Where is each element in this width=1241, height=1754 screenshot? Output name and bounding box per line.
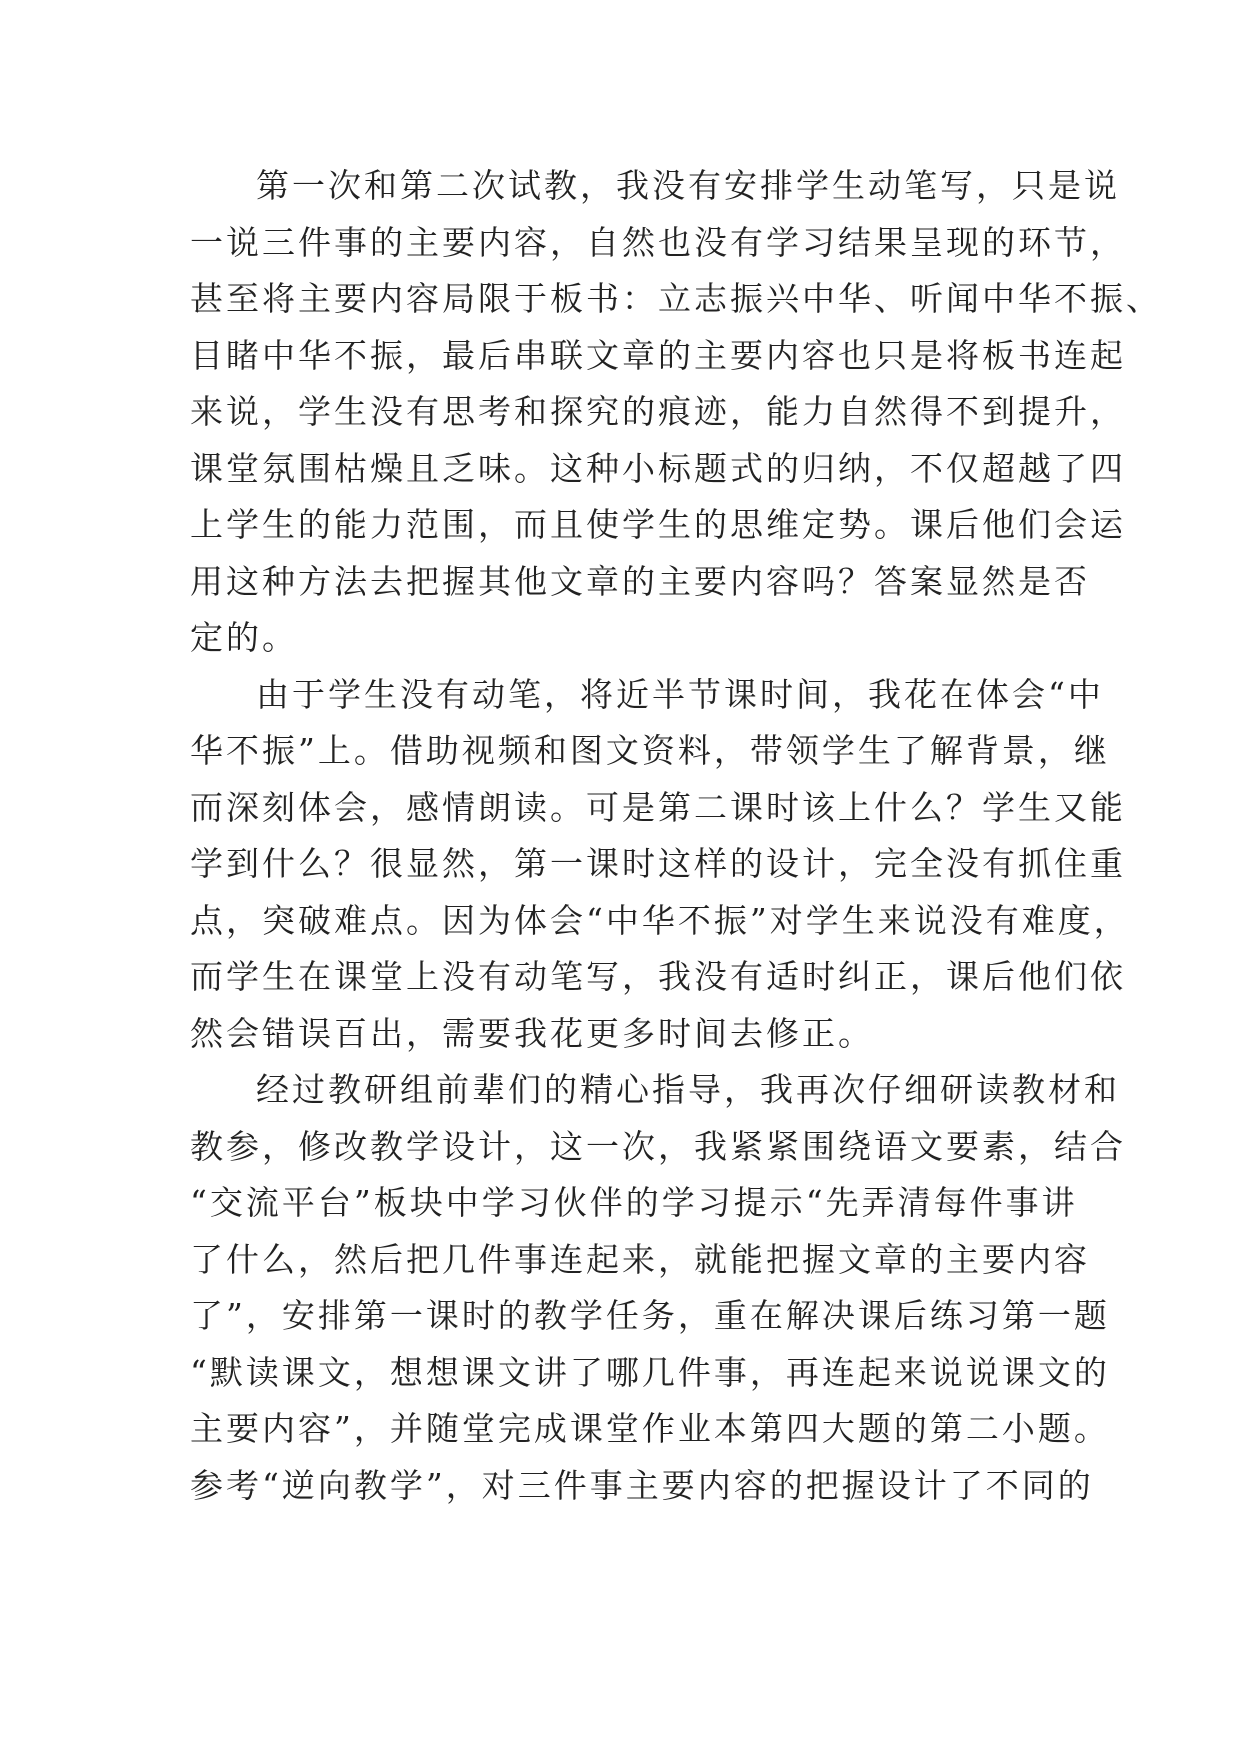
text-line: 了什么，然后把几件事连起来，就能把握文章的主要内容 [190, 1239, 1090, 1279]
text-line: 定的。 [190, 618, 298, 657]
text-line: 经过教研组前辈们的精心指导，我再次仔细研读教材和 [256, 1070, 1120, 1109]
text-line: 一说三件事的主要内容，自然也没有学习结果呈现的环节， [190, 222, 1126, 262]
text-line: 第一次和第二次试教，我没有安排学生动笔写，只是说 [256, 166, 1120, 205]
text-line: 教参，修改教学设计，这一次，我紧紧围绕语文要素，结合 [190, 1126, 1126, 1166]
text-line: 主要内容”，并随堂完成课堂作业本第四大题的第二小题。 [190, 1409, 1110, 1448]
text-line: 由于学生没有动笔，将近半节课时间，我花在体会“中 [256, 674, 1104, 714]
text-line: 学到什么？很显然，第一课时这样的设计，完全没有抓住重 [190, 844, 1126, 883]
text-line: 甚至将主要内容局限于板书：立志振兴中华、听闻中华不振、 [190, 279, 1162, 318]
text-line: 然会错误百出，需要我花更多时间去修正。 [190, 1013, 874, 1053]
text-line: 课堂氛围枯燥且乏味。这种小标题式的归纳，不仅超越了四 [190, 448, 1126, 488]
text-line: 了”，安排第一课时的教学任务，重在解决课后练习第一题 [190, 1296, 1110, 1335]
text-line: 参考“逆向教学”，对三件事主要内容的把握设计了不同的 [190, 1465, 1094, 1505]
text-line: 用这种方法去把握其他文章的主要内容吗？答案显然是否 [190, 561, 1090, 601]
text-line: 而深刻体会，感情朗读。可是第二课时该上什么？学生又能 [190, 787, 1126, 827]
text-line: 上学生的能力范围，而且使学生的思维定势。课后他们会运 [190, 505, 1126, 544]
text-line: 点，突破难点。因为体会“中华不振”对学生来说没有难度， [190, 900, 1130, 940]
text-line: “默读课文，想想课文讲了哪几件事，再连起来说说课文的 [190, 1352, 1110, 1392]
text-line: 华不振”上。借助视频和图文资料，带领学生了解背景，继 [190, 731, 1110, 770]
text-line: “交流平台”板块中学习伙伴的学习提示“先弄清每件事讲 [190, 1183, 1078, 1222]
text-line: 而学生在课堂上没有动笔写，我没有适时纠正，课后他们依 [190, 957, 1126, 996]
text-line: 目睹中华不振，最后串联文章的主要内容也只是将板书连起 [190, 335, 1126, 375]
paragraph [190, 158, 1162, 667]
text-line: 来说，学生没有思考和探究的痕迹，能力自然得不到提升， [190, 392, 1126, 431]
document-body [190, 158, 1162, 1514]
paragraph [190, 667, 1130, 1063]
paragraph [190, 1062, 1126, 1514]
